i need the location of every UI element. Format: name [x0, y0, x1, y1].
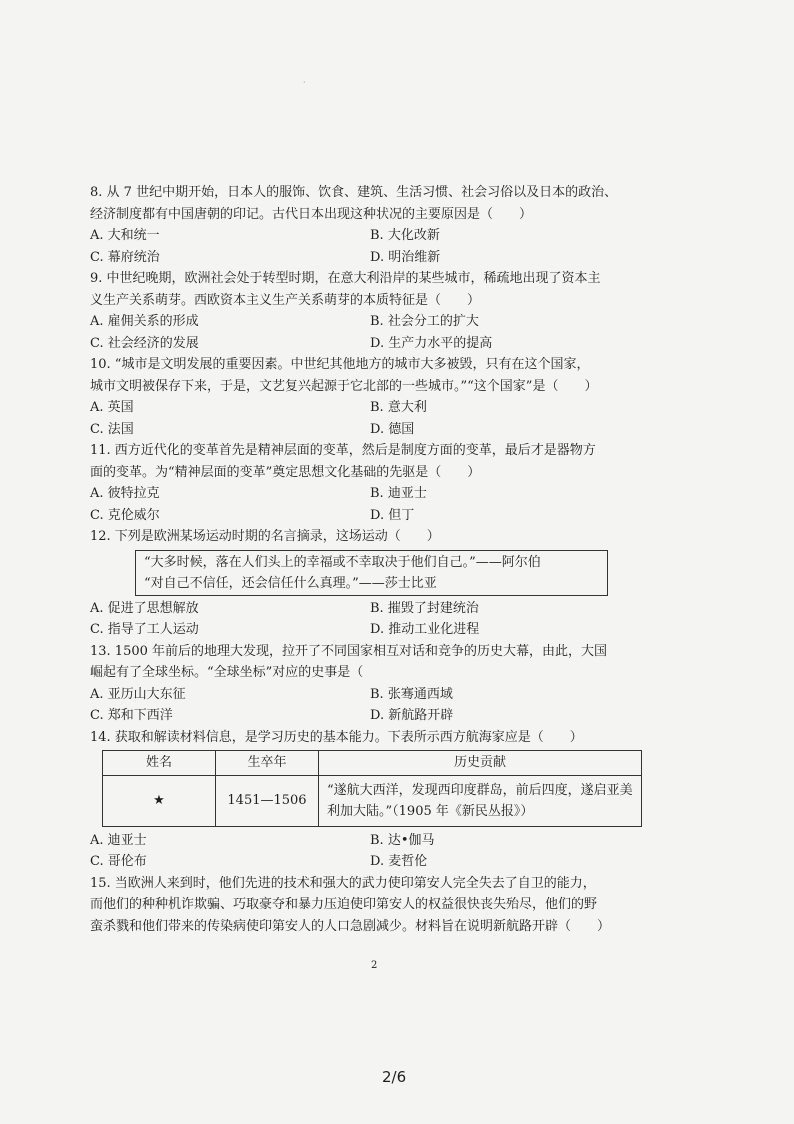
option-d[interactable]: D. 但丁: [370, 507, 415, 523]
question-9: [90, 268, 650, 354]
option-d[interactable]: D. 生产力水平的提高: [370, 335, 493, 351]
question-stem-line: 面的变革。为“精神层面的变革”奠定思想文化基础的先驱是（ ）: [90, 464, 481, 480]
option-d[interactable]: D. 德国: [370, 421, 415, 437]
scan-dot: ·: [303, 78, 306, 87]
question-stem-line: 蛮杀戮和他们带来的传染病使印第安人的人口急剧减少。材料旨在说明新航路开辟（ ）: [90, 918, 611, 934]
option-c[interactable]: C. 哥伦布: [90, 854, 147, 869]
page-number: 2: [371, 960, 378, 971]
question-13: [90, 641, 650, 727]
page-indicator: 2/6: [382, 1068, 407, 1086]
option-b[interactable]: B. 张骞通西域: [370, 686, 453, 702]
question-15: [90, 873, 650, 938]
option-a[interactable]: A. 促进了思想解放: [90, 600, 199, 616]
option-b[interactable]: B. 摧毁了封建统治: [370, 600, 479, 616]
option-b[interactable]: B. 意大利: [370, 400, 427, 415]
question-stem-line: 城市文明被保存下来，于是，文艺复兴起源于它北部的一些城市。”“这个国家”是（ ）: [90, 378, 598, 394]
options: [90, 684, 650, 727]
navigator-table: [102, 750, 642, 827]
option-a[interactable]: A. 彼特拉克: [90, 486, 160, 501]
question-stem-line: 8. 从 7 世纪中期开始，日本人的服饰、饮食、建筑、生活习惯、社会习俗以及日本的政治、: [90, 185, 618, 200]
option-d[interactable]: D. 明治维新: [370, 249, 441, 265]
question-stem-line: 而他们的种种机诈欺骗、巧取豪夺和暴力压迫使印第安人的权益很快丧失殆尽，他们的野: [90, 897, 598, 912]
question-stem-line: 义生产关系萌芽。西欧资本主义生产关系萌芽的本质特征是（ ）: [90, 292, 481, 308]
option-c[interactable]: C. 指导了工人运动: [90, 622, 199, 637]
option-b[interactable]: B. 达•伽马: [370, 832, 435, 848]
quote-box: [135, 550, 608, 596]
question-list: [90, 182, 650, 937]
question-stem-line: 崛起有了全球坐标。“全球坐标”对应的史事是（: [90, 665, 364, 680]
question-11: [90, 440, 650, 526]
options: [90, 397, 650, 440]
options: [90, 830, 650, 873]
option-d[interactable]: D. 新航路开辟: [370, 708, 454, 723]
question-stem-line: 10. “城市是文明发展的重要因素。中世纪其他地方的城市大多被毁，只有在这个国家，: [90, 357, 590, 372]
options: [90, 598, 650, 641]
option-a[interactable]: A. 大和统一: [90, 228, 160, 243]
table-header: 姓名: [103, 751, 216, 776]
option-d[interactable]: D. 推动工业化进程: [370, 622, 480, 637]
question-stem-line: 经济制度都有中国唐朝的印记。古代日本出现这种状况的主要原因是（ ）: [90, 206, 533, 222]
option-a[interactable]: A. 迪亚士: [90, 832, 147, 848]
question-stem-line: 13. 1500 年前后的地理大发现，拉开了不同国家相互对话和竞争的历史大幕，由此，大国: [90, 643, 608, 659]
question-stem-line: 11. 西方近代化的变革首先是精神层面的变革，然后是制度方面的变革，最后才是器物方: [90, 443, 596, 458]
option-c[interactable]: C. 法国: [90, 421, 134, 437]
option-c[interactable]: C. 社会经济的发展: [90, 335, 199, 351]
option-a[interactable]: A. 亚历山大东征: [90, 686, 186, 702]
options: [90, 483, 650, 526]
question-stem-line: 12. 下列是欧洲某场运动时期的名言摘录，这场运动（ ）: [90, 529, 440, 544]
option-b[interactable]: B. 社会分工的扩大: [370, 314, 479, 329]
question-14: [90, 727, 650, 873]
table-header-row: [103, 751, 642, 776]
option-c[interactable]: C. 幕府统治: [90, 249, 160, 265]
question-stem-line: 9. 中世纪晚期，欧洲社会处于转型时期，在意大利沿岸的某些城市，稀疏地出现了资本主: [90, 271, 601, 286]
table-cell-contribution: “遂航大西洋，发现西印度群岛，前后四度，遂启亚美利加大陆。”（1905 年《新民丛报》）: [319, 775, 642, 826]
question-stem-line: 15. 当欧洲人来到时，他们先进的技术和强大的武力使印第安人完全失去了自卫的能力，: [90, 875, 596, 891]
table-header: 历史贡献: [319, 751, 642, 776]
question-12: [90, 526, 650, 641]
table-header: 生卒年: [216, 751, 319, 776]
option-b[interactable]: B. 大化改新: [370, 228, 440, 243]
quote-line: “大多时候，落在人们头上的幸福或不幸取决于他们自己。”——阿尔伯: [144, 554, 541, 570]
question-8: [90, 182, 650, 268]
table-cell-years: 1451—1506: [216, 775, 319, 826]
option-a[interactable]: A. 英国: [90, 400, 134, 415]
question-stem-line: 14. 获取和解读材料信息，是学习历史的基本能力。下表所示西方航海家应是（ ）: [90, 729, 583, 745]
option-c[interactable]: C. 郑和下西洋: [90, 708, 173, 723]
question-10: [90, 354, 650, 440]
table-row: [103, 775, 642, 826]
option-c[interactable]: C. 克伦威尔: [90, 507, 160, 523]
star-icon: ★: [103, 775, 216, 826]
options: [90, 225, 650, 268]
options: [90, 311, 650, 354]
option-b[interactable]: B. 迪亚士: [370, 486, 427, 501]
option-a[interactable]: A. 雇佣关系的形成: [90, 314, 199, 329]
option-d[interactable]: D. 麦哲伦: [370, 854, 428, 869]
quote-line: “对自己不信任，还会信任什么真理。”——莎士比亚: [144, 575, 437, 591]
